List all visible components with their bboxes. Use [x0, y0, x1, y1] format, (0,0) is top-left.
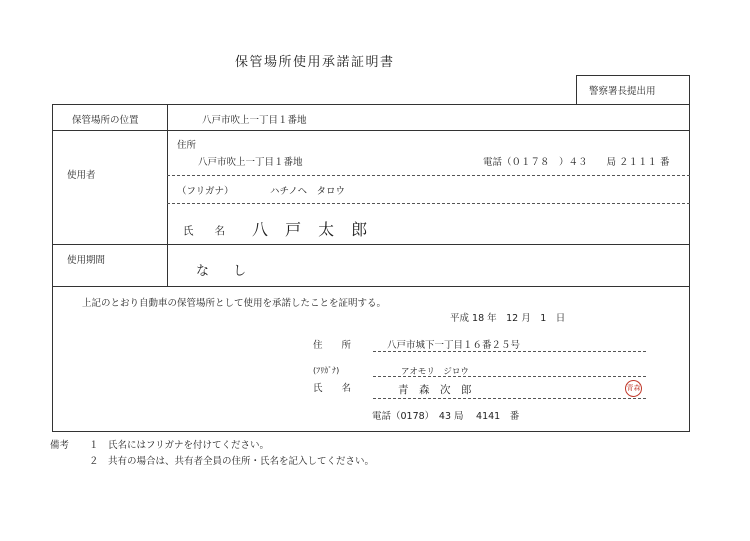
row-divider [52, 244, 690, 245]
column-divider [167, 104, 168, 286]
dashed-underline [373, 398, 646, 399]
period-value: な し [196, 264, 257, 279]
row-divider [52, 130, 690, 131]
dashed-divider [167, 175, 690, 176]
certifier-address-label: 住 所 [313, 340, 352, 351]
notes-label: 備考 [50, 440, 70, 451]
user-label: 使用者 [67, 170, 96, 181]
location-value: 八戸市吹上一丁目１番地 [202, 115, 307, 126]
user-name: 八 戸 太 郎 [252, 220, 374, 239]
user-name-label: 氏 名 [183, 225, 225, 237]
dashed-underline [373, 351, 646, 352]
note-item: １ 氏名にはフリガナを付けてください。 [89, 440, 270, 451]
user-phone: 電話（０１７８ ）４３ 局 ２１１１ 番 [483, 157, 670, 168]
document-title: 保管場所使用承諾証明書 [235, 55, 395, 70]
user-address-label: 住所 [177, 140, 197, 151]
dashed-underline [373, 376, 646, 377]
user-furigana-label: （フリガナ） [177, 186, 234, 197]
note-item: ２ 共有の場合は、共有者全員の住所・氏名を記入してください。 [89, 456, 375, 467]
personal-seal: 青森 [625, 380, 642, 397]
certifier-name-label: 氏 名 [313, 383, 352, 394]
submit-to-label: 警察署長提出用 [589, 86, 656, 97]
location-label: 保管場所の位置 [72, 115, 139, 126]
period-label: 使用期間 [67, 255, 106, 266]
dashed-divider [167, 203, 690, 204]
certification-statement: 上記のとおり自動車の保管場所として使用を承諾したことを証明する。 [82, 298, 387, 309]
user-furigana: ハチノヘ タロウ [270, 186, 345, 197]
certifier-address: 八戸市城下一丁目１６番２５号 [387, 340, 521, 351]
certifier-furigana-label: (ﾌﾘｶﾞﾅ) [313, 366, 340, 375]
certifier-name: 青 森 次 郎 [398, 384, 472, 396]
row-divider [52, 286, 690, 287]
certifier-phone: 電話（0178） 43 局 4141 番 [372, 411, 520, 422]
certifier-furigana: アオモリ ジロウ [401, 367, 469, 377]
user-address: 八戸市吹上一丁目１番地 [198, 157, 303, 168]
certification-date: 平成 18 年 12 月 1 日 [450, 313, 566, 324]
